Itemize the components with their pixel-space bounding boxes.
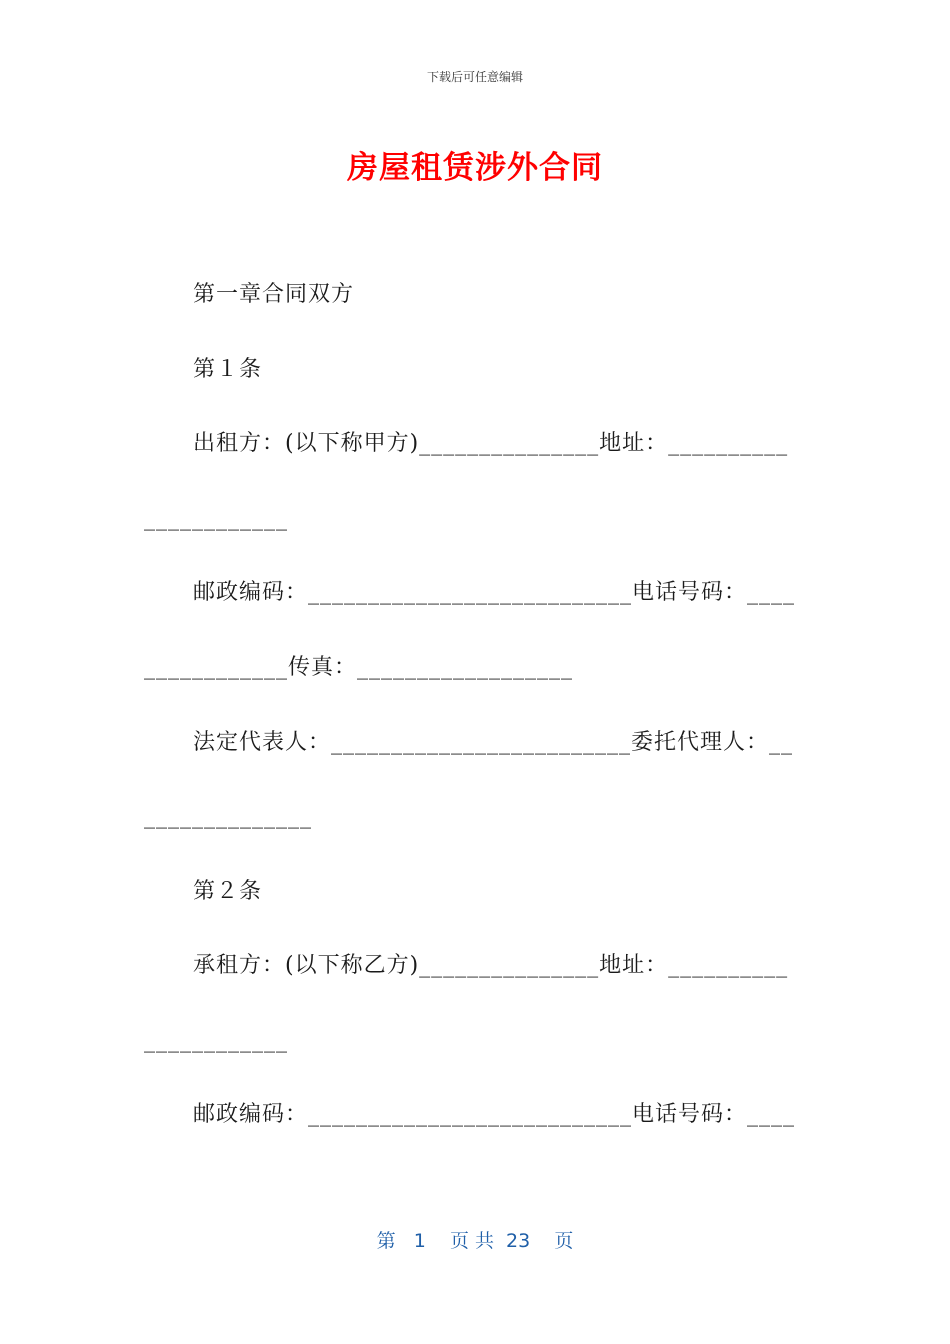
page-footer: 第 1 页 共 23 页 xyxy=(376,1230,574,1252)
lessor-fax-line: ____________传真：__________________ xyxy=(144,655,574,680)
lessee-line: 承租方：(以下称乙方)_______________地址：__________ xyxy=(193,953,789,978)
document-title: 房屋租赁涉外合同 xyxy=(347,150,603,186)
article-1-heading: 第１条 xyxy=(193,357,263,382)
lessor-postcode-line: 邮政编码：___________________________电话号码：____ xyxy=(193,580,796,605)
lessor-line: 出租方：(以下称甲方)_______________地址：__________ xyxy=(193,431,789,456)
article-2-heading: 第２条 xyxy=(193,879,263,904)
lessor-agent-continued: ______________ xyxy=(144,804,312,829)
lessor-representative-line: 法定代表人：_________________________委托代理人：__ xyxy=(193,730,794,755)
lessee-address-continued: ____________ xyxy=(144,1028,288,1053)
header-note: 下载后可任意编辑 xyxy=(426,70,523,84)
lessee-postcode-line: 邮政编码：___________________________电话号码：____ xyxy=(193,1102,796,1127)
chapter-heading: 第一章合同双方 xyxy=(193,282,355,307)
lessor-address-continued: ____________ xyxy=(144,506,288,531)
